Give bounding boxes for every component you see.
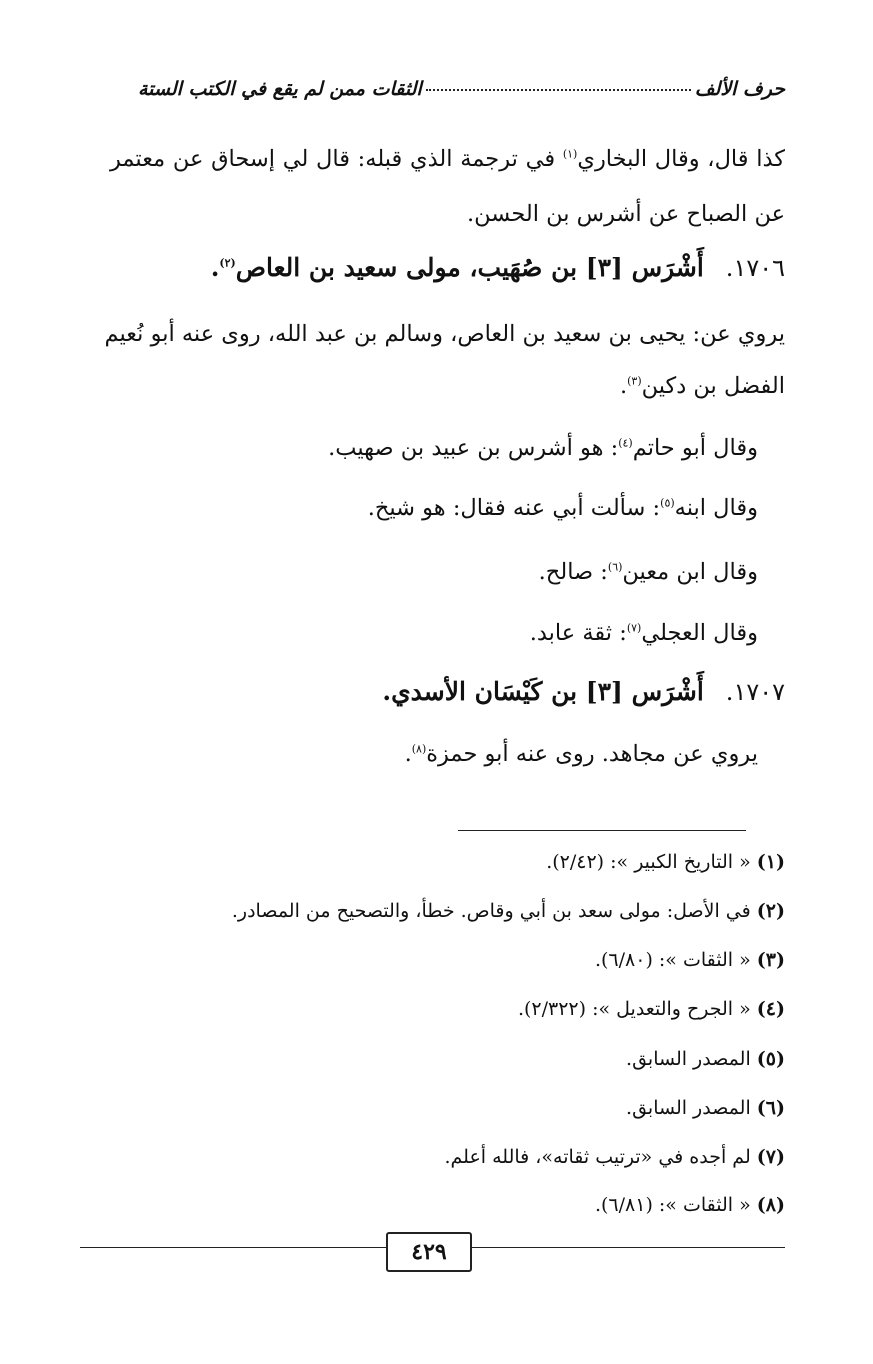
footnote-number: (١) <box>756 851 785 873</box>
footnote-ref: (٥) <box>660 496 675 510</box>
footnote-text: المصدر السابق. <box>626 1048 751 1070</box>
entry-number: ١٧٠٦. <box>725 254 785 282</box>
footnote-ref: (٦) <box>607 560 623 574</box>
footnote-text: المصدر السابق. <box>626 1097 751 1119</box>
footnote-2 <box>232 899 785 924</box>
page-number: ٤٢٩ <box>386 1232 472 1272</box>
footnote-ref: (٨) <box>411 742 427 756</box>
running-header <box>138 78 785 114</box>
text: : سألت أبي عنه فقال: هو شيخ. <box>367 495 661 521</box>
footnote-separator <box>458 830 746 831</box>
text: . <box>404 741 412 767</box>
footnote-3 <box>595 948 785 973</box>
body-line-2: عن الصباح عن أشرس بن الحسن. <box>466 201 785 227</box>
footnote-4 <box>518 997 785 1022</box>
text: . <box>210 253 220 282</box>
text: : هو أشرس بن عبيد بن صهيب. <box>328 435 619 461</box>
footnote-ref: (٤) <box>618 436 633 450</box>
footnote-text: « الثقات »: (٦/٨٠). <box>594 949 751 971</box>
footnote-7 <box>444 1145 785 1170</box>
text: وقال أبو حاتم <box>632 435 758 461</box>
text: وقال ابنه <box>674 495 758 521</box>
footnote-text: « الثقات »: (٦/٨١). <box>594 1194 751 1216</box>
body-line-3: يروي عن: يحيى بن سعيد بن العاص، وسالم بن عبد الله، روى عنه أبو نُعيم <box>104 321 785 347</box>
footnote-number: (٢) <box>756 900 785 922</box>
chapter-title: حرف الألف <box>694 78 785 100</box>
entry-1707-heading <box>382 676 785 709</box>
text: وقال العجلي <box>641 620 758 646</box>
footnote-number: (٤) <box>756 998 785 1020</box>
footnote-text: « التاريخ الكبير »: (٢/٤٢). <box>546 851 751 873</box>
footnote-8 <box>595 1193 785 1218</box>
text: في ترجمة الذي قبله: قال لي إسحاق عن معتمر <box>110 146 563 172</box>
footnote-5 <box>626 1047 785 1072</box>
book-title: الثقات ممن لم يقع في الكتب الستة <box>138 78 422 100</box>
entry-number: ١٧٠٧. <box>725 678 785 706</box>
footnote-number: (٧) <box>756 1146 785 1168</box>
footnote-text: لم أجده في «ترتيب ثقاته»، فالله أعلم. <box>444 1146 751 1168</box>
body-line-8 <box>530 619 758 648</box>
footnote-6 <box>626 1096 785 1121</box>
text: : صالح. <box>538 559 608 585</box>
body-line-5 <box>328 434 758 463</box>
body-line-9 <box>405 740 758 769</box>
entry-name: أَشْرَس [٣] بن صُهَيب، مولى سعيد بن العاص <box>235 253 704 282</box>
footnote-text: في الأصل: مولى سعد بن أبي وقاص. خطأ، والتصحيح من المصادر. <box>231 900 751 922</box>
footnote-ref: (٢) <box>219 256 236 270</box>
footnote-ref: (٣) <box>627 374 642 388</box>
footnote-number: (٣) <box>756 949 785 971</box>
body-line-6 <box>368 494 758 523</box>
body-line-7 <box>539 558 758 587</box>
header-dot-leader <box>426 89 691 91</box>
footnote-number: (٦) <box>756 1097 785 1119</box>
body-line-4 <box>620 372 785 401</box>
text: يروي عن مجاهد. روى عنه أبو حمزة <box>426 741 758 767</box>
body-line-1 <box>110 145 785 174</box>
footnote-number: (٥) <box>756 1048 785 1070</box>
footnote-number: (٨) <box>756 1194 785 1216</box>
text: : ثقة عابد. <box>529 620 627 646</box>
entry-name: أَشْرَس [٣] بن كَيْسَان الأسدي. <box>382 677 704 706</box>
footnote-ref: (٧) <box>626 621 642 635</box>
footnote-1 <box>546 850 785 875</box>
footnote-text: « الجرح والتعديل »: (٢/٣٢٢). <box>517 998 751 1020</box>
text: وقال ابن معين <box>622 559 758 585</box>
text: الفضل بن دكين <box>641 373 785 399</box>
entry-1706-heading <box>211 252 785 285</box>
text: كذا قال، وقال البخاري <box>577 146 785 172</box>
text: . <box>619 373 628 399</box>
footnote-ref: (١) <box>562 147 578 161</box>
